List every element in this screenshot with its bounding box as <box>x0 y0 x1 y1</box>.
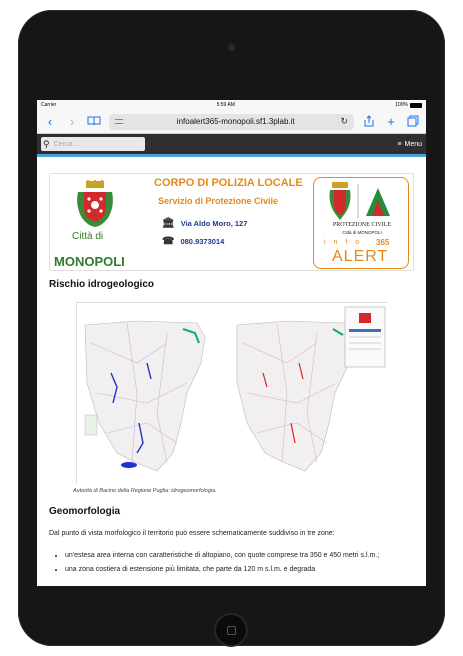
map-caption: Autorità di Bacino della Regione Puglia: idrogeomorfologia. <box>73 488 217 494</box>
menu-label: Menu <box>404 140 422 148</box>
city-crest-icon <box>74 180 116 228</box>
list-item: • un'estesa area interna con caratteristiche di altopiano, con quote comprese tra 350 e 450 metri s.l.m.; <box>65 551 414 561</box>
safari-toolbar <box>37 110 426 134</box>
site-search[interactable] <box>41 137 145 151</box>
badge-city: Città di MONOPOLI <box>342 230 382 235</box>
address-bar[interactable] <box>109 114 354 130</box>
page-content <box>37 157 426 575</box>
header-subtitle: Servizio di Protezione Civile <box>158 196 279 206</box>
carrier-label: Carrier <box>41 102 57 108</box>
site-nav-bar <box>37 134 426 154</box>
menu-button[interactable] <box>397 141 422 148</box>
home-button[interactable] <box>214 613 248 647</box>
city-name: MONOPOLI <box>54 254 125 269</box>
reload-icon[interactable]: ↻ <box>340 116 348 126</box>
infoalert-badge <box>313 177 409 269</box>
hydro-map-image[interactable] <box>76 302 388 484</box>
address-text: Via Aldo Moro, 127 <box>180 219 248 228</box>
address-row <box>162 218 247 229</box>
badge-number: 365 <box>376 238 390 247</box>
battery-percent: 100% <box>395 102 408 108</box>
battery-indicator <box>395 102 422 108</box>
share-icon[interactable] <box>362 115 376 129</box>
map-illustration <box>77 303 389 485</box>
hamburger-icon: ≡ <box>397 140 402 148</box>
search-input[interactable]: Cerca ... <box>53 140 81 148</box>
camera-dot <box>228 44 235 51</box>
status-bar <box>37 100 426 110</box>
back-chevron-icon[interactable]: ‹ <box>47 114 53 129</box>
phone-row <box>162 236 224 247</box>
search-icon: ⚲ <box>43 138 50 149</box>
section-title-rischio: Rischio idrogeologico <box>49 279 155 290</box>
building-icon: 🏛 <box>162 218 175 229</box>
list-item: • una zona costiera di estensione più limitata, che parte da 120 m s.l.m. e degrada <box>65 565 414 575</box>
badge-logo-icon <box>328 182 396 222</box>
badge-info: i n f o <box>324 239 363 246</box>
tabs-icon[interactable] <box>406 115 420 129</box>
url-text: infoalert365-monopoli.sf1.3plab.it <box>176 117 295 126</box>
geo-intro: Dal punto di vista morfologico il territorio può essere schematicamente suddiviso in tre zone: <box>49 530 335 537</box>
bookmarks-icon[interactable] <box>87 115 101 128</box>
site-header <box>49 173 414 271</box>
section-title-geomorfologia: Geomorfologia <box>49 506 121 517</box>
forward-chevron-icon[interactable]: › <box>69 114 75 129</box>
reader-icon[interactable] <box>115 119 123 124</box>
new-tab-icon[interactable]: + <box>387 114 395 129</box>
phone-text: 080.9373014 <box>180 237 225 246</box>
geo-list <box>65 551 414 575</box>
phone-icon: ☎ <box>162 236 175 247</box>
badge-org: PROTEZIONE CIVILE <box>332 222 392 228</box>
status-time: 5:59 AM <box>216 102 235 108</box>
badge-alert: ALERT <box>332 248 389 265</box>
city-label: Città di <box>72 231 104 242</box>
battery-icon <box>410 103 422 108</box>
header-title: CORPO DI POLIZIA LOCALE <box>154 177 303 189</box>
ipad-screen <box>37 100 426 586</box>
